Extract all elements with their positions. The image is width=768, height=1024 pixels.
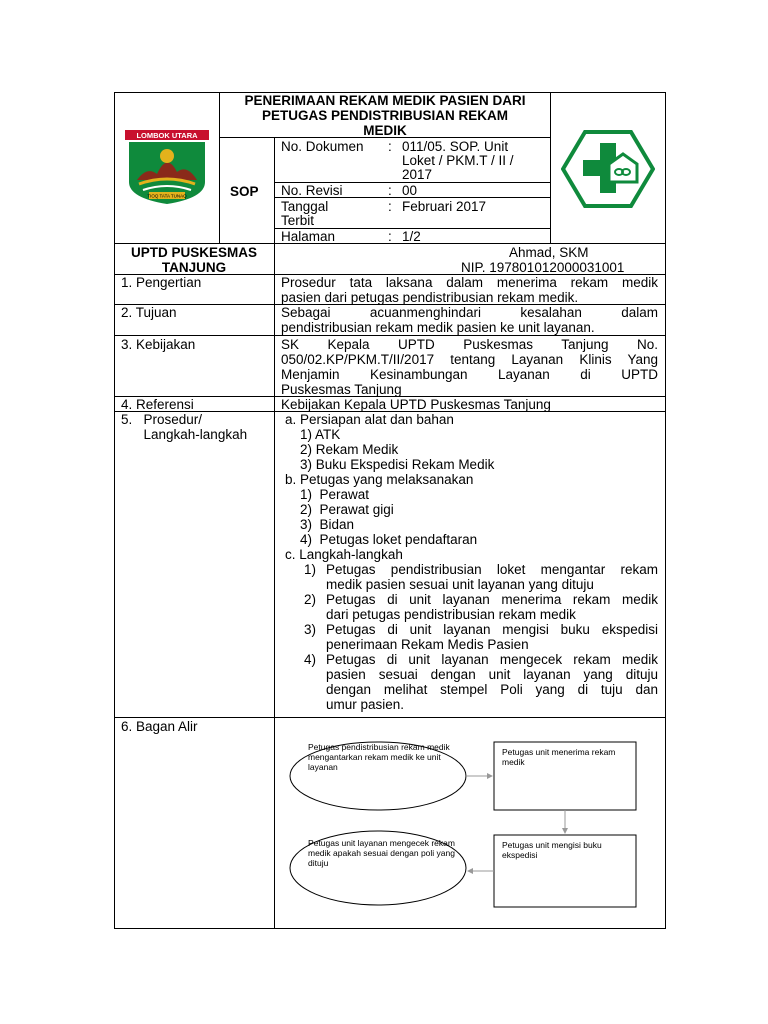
logo-banner-text: LOMBOK UTARA bbox=[136, 131, 198, 140]
no-dokumen-value-3: 2017 bbox=[402, 167, 433, 182]
prosedur-a: a. Persiapan alat dan bahan bbox=[285, 412, 454, 427]
step-4-line-4: umur pasien. bbox=[326, 697, 405, 712]
referensi-label: 4. Referensi bbox=[121, 397, 194, 412]
bagan-label: 6. Bagan Alir bbox=[121, 719, 198, 734]
colon: : bbox=[388, 199, 392, 214]
step-3-line-2: penerimaan Rekam Medis Pasien bbox=[326, 637, 529, 652]
step-2-line-2: dari petugas pendistribusian rekam medik bbox=[326, 607, 576, 622]
kebijakan-line-4: Puskesmas Tanjung bbox=[281, 382, 402, 397]
prosedur-b-item: 3) Bidan bbox=[300, 517, 355, 532]
colon: : bbox=[388, 139, 392, 154]
step-4-line-1: Petugas di unit layanan mengecek rekam medik bbox=[326, 652, 658, 667]
title-line-1: PENERIMAAN REKAM MEDIK PASIEN DARI bbox=[244, 93, 526, 108]
signer-name: Ahmad, SKM bbox=[509, 245, 589, 260]
pengertian-label: 1. Pengertian bbox=[121, 275, 202, 290]
tanggal-label-2: Terbit bbox=[281, 213, 315, 228]
no-dokumen-value-1: 011/05. SOP. Unit bbox=[402, 139, 509, 154]
document-title bbox=[220, 93, 550, 138]
pengertian-line-1: Prosedur tata laksana dalam menerima rekam medik bbox=[281, 275, 658, 290]
kebijakan-line-3: Menjamin Kesinambungan Layanan di UPTD bbox=[281, 367, 658, 382]
no-dokumen-label: No. Dokumen bbox=[281, 139, 364, 154]
flow-node-2-text: Petugas unit menerima rekam medik bbox=[502, 747, 616, 767]
tujuan-line-2: pendistribusian rekam medik pasien ke unit layanan. bbox=[281, 320, 595, 335]
step-number: 4) bbox=[304, 652, 317, 667]
no-dokumen-value-2: Loket / PKM.T / II / bbox=[402, 153, 514, 168]
step-4-line-3: dengan melihat stempel Poli yang di tuju dan bbox=[326, 682, 658, 697]
flow-node-1-text: Petugas pendistribusian rekam medik mengantarkan rekam medik ke unit layanan bbox=[308, 742, 450, 772]
step-1-line-1: Petugas pendistribusian loket mengantar rekam bbox=[326, 562, 658, 577]
tanggal-value: Februari 2017 bbox=[402, 199, 487, 214]
step-2-line-1: Petugas di unit layanan menerima rekam medik bbox=[326, 592, 658, 607]
signer-nip: NIP. 197801012000031001 bbox=[461, 260, 625, 275]
institution-name bbox=[114, 245, 274, 275]
prosedur-a-item: 3) Buku Ekspedisi Rekam Medik bbox=[300, 457, 495, 472]
institution-line-2: TANJUNG bbox=[161, 260, 227, 275]
title-line-2: PETUGAS PENDISTRIBUSIAN REKAM bbox=[261, 108, 509, 123]
flow-node-4-text: Petugas unit layanan mengecek rekam medik apakah sesuai dengan poli yang dituju bbox=[308, 838, 455, 868]
tujuan-line-1: Sebagai acuanmenghindari kesalahan dalam bbox=[281, 305, 658, 320]
step-number: 2) bbox=[304, 592, 317, 607]
title-line-3: MEDIK bbox=[363, 123, 407, 138]
puskesmas-cross-icon bbox=[561, 130, 655, 208]
prosedur-a-item: 2) Rekam Medik bbox=[300, 442, 399, 457]
referensi-text: Kebijakan Kepala UPTD Puskesmas Tanjung bbox=[281, 397, 551, 412]
colon: : bbox=[388, 229, 392, 244]
kebijakan-label: 3. Kebijakan bbox=[121, 337, 196, 352]
kebijakan-line-1: SK Kepala UPTD Puskesmas Tanjung No. bbox=[281, 337, 658, 352]
no-revisi-label: No. Revisi bbox=[281, 183, 343, 198]
prosedur-b-item: 2) Perawat gigi bbox=[300, 502, 394, 517]
pengertian-line-2: pasien dari petugas pendistribusian rekam medik. bbox=[281, 290, 579, 305]
step-number: 1) bbox=[304, 562, 317, 577]
sop-label: SOP bbox=[230, 184, 259, 199]
prosedur-b-item: 4) Petugas loket pendaftaran bbox=[300, 532, 478, 547]
halaman-label: Halaman bbox=[281, 229, 336, 244]
prosedur-label-1: 5. Prosedur/ bbox=[121, 412, 203, 427]
kebijakan-line-2: 050/02.KP/PKM.T/II/2017 tentang Layanan Klinis Yang bbox=[281, 352, 658, 367]
step-number: 3) bbox=[304, 622, 317, 637]
no-revisi-value: 00 bbox=[402, 183, 418, 198]
tujuan-label: 2. Tujuan bbox=[121, 305, 177, 320]
colon: : bbox=[388, 183, 392, 198]
institution-line-1: UPTD PUSKESMAS bbox=[130, 245, 257, 260]
prosedur-label-2: Langkah-langkah bbox=[121, 427, 248, 442]
lombok-utara-logo bbox=[125, 130, 209, 204]
step-1-line-2: medik pasien sesuai unit layanan yang dituju bbox=[326, 577, 594, 592]
prosedur-a-item: 1) ATK bbox=[300, 427, 341, 442]
prosedur-b: b. Petugas yang melaksanakan bbox=[285, 472, 474, 487]
logo-motto-text: TIOQ TATA TUNAQ bbox=[147, 193, 187, 199]
prosedur-c: c. Langkah-langkah bbox=[285, 547, 403, 562]
halaman-value: 1/2 bbox=[402, 229, 421, 244]
step-4-line-2: pasien sesuai dengan unit layanan yang dituju bbox=[326, 667, 658, 682]
tanggal-label-1: Tanggal bbox=[281, 199, 329, 214]
prosedur-b-item: 1) Perawat bbox=[300, 487, 370, 502]
step-3-line-1: Petugas di unit layanan mengisi buku ekspedisi bbox=[326, 622, 658, 637]
flow-node-3-text: Petugas unit mengisi buku ekspedisi bbox=[502, 840, 602, 860]
